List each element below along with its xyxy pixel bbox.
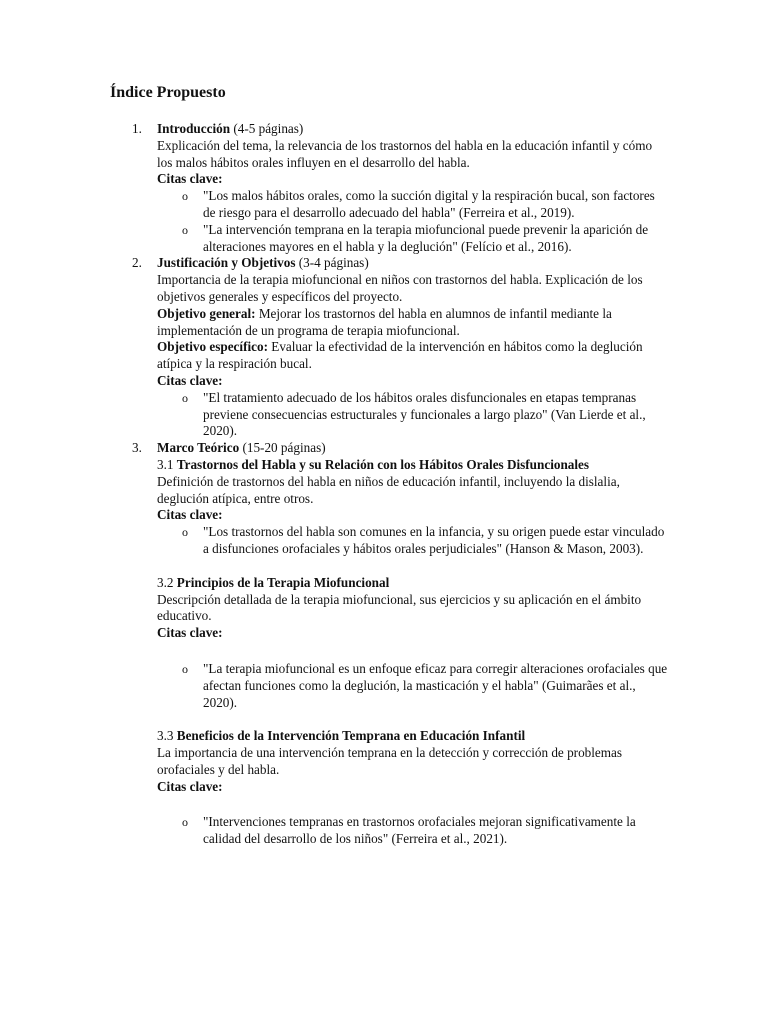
subsection-number: 3.2 <box>157 574 177 590</box>
subsection-description: Descripción detallada de la terapia miofuncional, sus ejercicios y su aplicación en el ámbito educativo. <box>157 591 642 624</box>
bullet-icon: o <box>182 390 188 405</box>
section-heading: Marco Teórico <box>157 440 240 456</box>
quote-item <box>157 524 668 558</box>
section-number: 1. <box>132 121 142 136</box>
section-pages: (15-20 páginas) <box>239 440 326 456</box>
objetivo-especifico <box>157 339 668 373</box>
objetivo-especifico-label: Objetivo específico: <box>157 339 268 355</box>
subsection-heading: Beneficios de la Intervención Temprana en Educación Infantil <box>176 728 526 744</box>
section-heading: Justificación y Objetivos <box>157 255 296 271</box>
objetivo-general <box>157 306 668 340</box>
table-of-contents <box>0 121 768 848</box>
spacer <box>157 642 668 661</box>
subsection-heading-line <box>157 728 668 745</box>
section-description: Importancia de la terapia miofuncional en niños con trastornos del habla. Explicación de los objetivos generales y específicos del proyecto. <box>157 272 643 304</box>
spacer <box>157 795 668 814</box>
spacer <box>157 711 668 728</box>
subsection-description: La importancia de una intervención temprana en la detección y corrección de problemas orofaciales y del habla. <box>157 745 623 777</box>
subsection-description: Definición de trastornos del habla en niños de educación infantil, incluyendo la dislalia, deglución atípica, entre otros. <box>157 473 620 506</box>
objetivo-general-text: Mejorar los trastornos del habla en alumnos de infantil mediante la implementación de un programa de terapia miofuncional. <box>157 305 612 338</box>
section-marco-teorico <box>0 440 768 848</box>
section-justificacion <box>0 255 768 440</box>
section-description: Explicación del tema, la relevancia de los trastornos del habla en la educación infantil y cómo los malos hábitos orales influyen en el desarrollo del habla. <box>157 137 653 170</box>
bullet-icon: o <box>182 525 188 540</box>
quote-text: "Los trastornos del habla son comunes en la infancia, y su origen puede estar vinculado a disfunciones orofaciales y hábitos orales perjudiciales" (Hanson & Mason, 2003). <box>203 524 665 556</box>
quote-item <box>157 222 668 256</box>
quote-text: "La terapia miofuncional es un enfoque eficaz para corregir alteraciones orofaciales que afectan funciones como la deglución, la masticación y el habla" (Guimarães et al., 2020). <box>203 660 668 710</box>
citas-label: Citas clave: <box>157 778 223 794</box>
quote-item <box>157 661 668 711</box>
quote-text: "Los malos hábitos orales, como la succión digital y la respiración bucal, son factores de riesgo para el desarrollo adecuado del habla" (Ferreira et al., 2019). <box>203 188 655 220</box>
subsection-heading-line <box>157 457 668 474</box>
quote-list <box>157 661 668 711</box>
citas-label: Citas clave: <box>157 625 223 641</box>
section-pages: (4-5 páginas) <box>230 121 304 136</box>
objetivo-general-label: Objetivo general: <box>157 305 256 321</box>
quote-list <box>157 188 668 255</box>
quote-text: "Intervenciones tempranas en trastornos orofaciales mejoran significativamente la calidad del desarrollo de los niños" (Ferreira et al., 2021). <box>203 814 636 847</box>
quote-text: "El tratamiento adecuado de los hábitos orales disfuncionales en etapas tempranas previene consecuencias estructurales y funcionales a largo plazo" (Van Lierde et al., 2020). <box>203 389 646 439</box>
objetivo-especifico-text: Evaluar la efectividad de la intervención en hábitos como la deglución atípica y la respiración bucal. <box>157 339 643 372</box>
page-title: Índice Propuesto <box>110 84 226 101</box>
subsection-heading: Principios de la Terapia Miofuncional <box>176 574 390 590</box>
subsection-number: 3.3 <box>157 728 177 744</box>
quote-item <box>157 390 668 440</box>
bullet-icon: o <box>182 222 188 237</box>
subsection-heading: Trastornos del Habla y su Relación con los Hábitos Orales Disfuncionales <box>176 456 590 472</box>
quote-item <box>157 188 668 222</box>
citas-label: Citas clave: <box>157 507 223 523</box>
section-number: 3. <box>132 440 142 456</box>
citas-label: Citas clave: <box>157 171 223 187</box>
quote-list <box>157 524 668 558</box>
subsection-number: 3.1 <box>157 456 177 472</box>
subsection-heading-line <box>157 575 668 592</box>
section-introduccion <box>0 121 768 255</box>
section-pages: (3-4 páginas) <box>295 255 369 271</box>
bullet-icon: o <box>182 189 188 204</box>
section-number: 2. <box>132 255 142 271</box>
section-heading-line <box>157 121 668 138</box>
section-heading: Introducción <box>157 121 231 136</box>
bullet-icon: o <box>182 815 188 830</box>
section-heading-line <box>157 255 668 272</box>
section-heading-line <box>157 440 668 457</box>
quote-list <box>157 390 668 440</box>
citas-label: Citas clave: <box>157 372 223 388</box>
quote-text: "La intervención temprana en la terapia miofuncional puede prevenir la aparición de alteraciones mayores en el habla y la deglución" (Felício et al., 2016). <box>203 221 649 254</box>
quote-list <box>157 814 668 848</box>
bullet-icon: o <box>182 661 188 676</box>
quote-item <box>157 814 668 848</box>
spacer <box>157 558 668 575</box>
